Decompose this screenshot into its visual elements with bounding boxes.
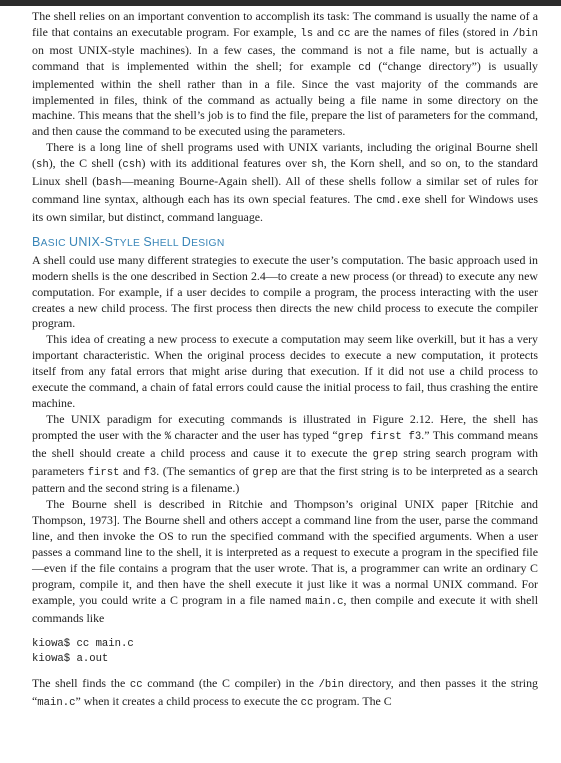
code-block (32, 637, 538, 667)
top-border (0, 0, 561, 6)
paragraph-shell-finds-cc: The shell finds the cc command (the C compiler) in the /bin directory, and then passes it the string “main.c” when it creates a child process to execute the cc program. The C (32, 676, 538, 709)
paragraph-child-process: This idea of creating a new process to execute a computation may seem like overkill, but it has a very important characteristic. When the original process decides to execute a new computation, it protects itself from any fatal errors that might arise during that execution. If it did not use a child process to execute the command, a chain of fatal errors could cause the initial process to fail, thus crashing the entire machine. (32, 332, 538, 410)
book-page (32, 9, 538, 712)
paragraph-basic-approach: A shell could use many different strategies to execute the user’s computation. The basic approach used in modern shells is the one described in Section 2.4—to create a new process (or thread) to execute any new computation. For example, if a user decides to compile a program, the process interacting with the user creates a new child process. The first process then directs the new child process to execute the compiler program. (32, 252, 538, 331)
paragraph-bourne-shell: The Bourne shell is described in Ritchie and Thompson’s original UNIX paper [Ritchie and Thompson, 1973]. The Bourne shell and others accept a command line from the user, parse the command line, and then invoke the OS to run the specified command with the specified arguments. When a user passes a command line to the shell, it is interpreted as a request to execute a program in the specified file—even if the file contains a program that the user wrote. That is, a programmer can write an ordinary C program, compile it, and then have the shell execute it just like it was a normal UNIX command. For example, you could write a C program in a file named main.c, then compile and execute it with shell commands like (32, 497, 538, 625)
paragraph-shell-variants: There is a long line of shell programs used with UNIX variants, including the original Bourne shell (sh), the C shell (csh) with its additional features over sh, the Korn shell, and so on, to the standard Linux shell (bash—meaning Bourne-Again shell). All of these shells follow a similar set of rules for command line syntax, although each has its own special features. The cmd.exe shell for Windows uses its own similar, but distinct, command language. (32, 140, 539, 224)
paragraph-unix-paradigm: The UNIX paradigm for executing commands is illustrated in Figure 2.12. Here, the shell has prompted the user with the % character and the user has typed “grep first f3.” This command means the shell should create a child process and cause it to execute the grep string search program with parameters first and f3. (The semantics of grep are that the first string is to be interpreted as a search pattern and the second string is a filename.) (32, 411, 539, 496)
paragraph-shell-convention: The shell relies on an important convention to accomplish its task: The command is usually the name of a file that contains an executable program. For example, ls and cc are the names of files (stored in /bin on most UNIX-style machines). In a few cases, the command is not a file name, but is actually a command that is implemented within the shell; for example cd (“change directory”) is usually implemented within the shell rather than in a file. Since the vast majority of the commands are implemented in files, think of the command as actually being a file name in some directory on the machine. This means that the shell’s job is to find the file, prepare the list of parameters for the command, and then cause the command to be executed using the parameters. (32, 9, 538, 139)
section-heading: BASIC UNIX-STYLE SHELL DESIGN (32, 234, 225, 249)
code-line: kiowa$ a.out (32, 652, 109, 665)
code-line: kiowa$ cc main.c (32, 637, 134, 650)
